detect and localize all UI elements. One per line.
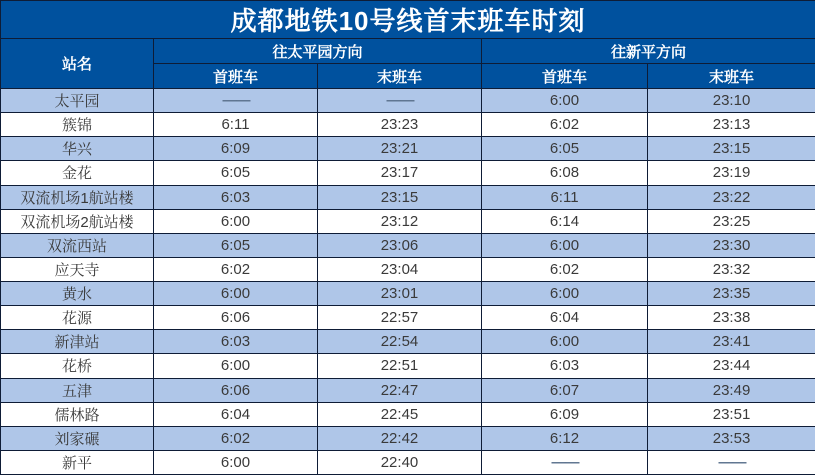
time-cell: 6:00 — [482, 330, 648, 354]
time-cell: 6:05 — [154, 161, 318, 185]
time-cell: 6:05 — [482, 137, 648, 161]
table-row — [1, 209, 815, 233]
time-cell: 6:02 — [154, 257, 318, 281]
time-cell: —— — [648, 450, 815, 474]
table-row — [1, 161, 815, 185]
time-cell: 23:15 — [648, 137, 815, 161]
time-cell: 23:21 — [318, 137, 482, 161]
timetable-header — [1, 1, 815, 89]
time-cell: 6:07 — [482, 378, 648, 402]
time-cell: 6:00 — [154, 354, 318, 378]
time-cell: 23:49 — [648, 378, 815, 402]
time-cell: 22:40 — [318, 450, 482, 474]
station-cell: 新平 — [1, 450, 154, 474]
time-cell: 23:06 — [318, 233, 482, 257]
title-row — [1, 1, 815, 39]
station-cell: 刘家碾 — [1, 426, 154, 450]
time-cell: 22:47 — [318, 378, 482, 402]
time-cell: 23:01 — [318, 282, 482, 306]
time-cell: —— — [154, 89, 318, 113]
station-cell: 簇锦 — [1, 113, 154, 137]
time-cell: 22:51 — [318, 354, 482, 378]
time-cell: 6:00 — [154, 209, 318, 233]
time-cell: 6:03 — [154, 185, 318, 209]
time-cell: 6:00 — [154, 450, 318, 474]
column-header-last-train-xinping: 末班车 — [648, 64, 815, 89]
time-cell: 23:19 — [648, 161, 815, 185]
table-row — [1, 354, 815, 378]
time-cell: 6:02 — [482, 113, 648, 137]
time-cell: 23:15 — [318, 185, 482, 209]
time-cell: 6:05 — [154, 233, 318, 257]
time-cell: 22:45 — [318, 402, 482, 426]
table-row — [1, 306, 815, 330]
time-cell: 6:00 — [482, 282, 648, 306]
table-row — [1, 426, 815, 450]
direction-header-row — [1, 39, 815, 64]
time-cell: 23:17 — [318, 161, 482, 185]
station-cell: 五津 — [1, 378, 154, 402]
station-cell: 金花 — [1, 161, 154, 185]
time-cell: 6:04 — [154, 402, 318, 426]
table-row — [1, 89, 815, 113]
time-cell: 6:00 — [154, 282, 318, 306]
time-cell: 6:02 — [482, 257, 648, 281]
time-cell: —— — [318, 89, 482, 113]
station-cell: 儒林路 — [1, 402, 154, 426]
time-cell: 23:35 — [648, 282, 815, 306]
time-cell: 23:12 — [318, 209, 482, 233]
station-cell: 应天寺 — [1, 257, 154, 281]
column-header-direction-taipingyuan: 往太平园方向 — [154, 39, 482, 64]
time-cell: 6:00 — [482, 89, 648, 113]
table-row — [1, 282, 815, 306]
time-cell: 6:00 — [482, 233, 648, 257]
time-cell: 6:03 — [154, 330, 318, 354]
time-cell: 22:57 — [318, 306, 482, 330]
time-cell: 6:06 — [154, 306, 318, 330]
column-header-station: 站名 — [1, 39, 154, 89]
time-cell: 23:41 — [648, 330, 815, 354]
time-cell: 23:04 — [318, 257, 482, 281]
time-cell: 22:42 — [318, 426, 482, 450]
table-row — [1, 330, 815, 354]
table-row — [1, 402, 815, 426]
table-row — [1, 378, 815, 402]
time-cell: 23:53 — [648, 426, 815, 450]
time-cell: 6:09 — [482, 402, 648, 426]
time-cell: —— — [482, 450, 648, 474]
table-row — [1, 185, 815, 209]
time-cell: 22:54 — [318, 330, 482, 354]
time-cell: 23:23 — [318, 113, 482, 137]
time-cell: 6:11 — [482, 185, 648, 209]
station-cell: 花源 — [1, 306, 154, 330]
page-title: 成都地铁10号线首末班车时刻 — [1, 1, 815, 39]
time-cell: 6:09 — [154, 137, 318, 161]
time-cell: 23:25 — [648, 209, 815, 233]
station-cell: 双流西站 — [1, 233, 154, 257]
station-cell: 新津站 — [1, 330, 154, 354]
time-cell: 23:10 — [648, 89, 815, 113]
time-cell: 6:03 — [482, 354, 648, 378]
column-header-last-train-taipingyuan: 末班车 — [318, 64, 482, 89]
time-cell: 23:32 — [648, 257, 815, 281]
station-cell: 华兴 — [1, 137, 154, 161]
table-row — [1, 233, 815, 257]
time-cell: 6:14 — [482, 209, 648, 233]
table-row — [1, 257, 815, 281]
station-cell: 花桥 — [1, 354, 154, 378]
table-row — [1, 113, 815, 137]
time-cell: 23:44 — [648, 354, 815, 378]
time-cell: 6:11 — [154, 113, 318, 137]
time-cell: 23:51 — [648, 402, 815, 426]
time-cell: 23:38 — [648, 306, 815, 330]
time-cell: 23:22 — [648, 185, 815, 209]
time-cell: 6:06 — [154, 378, 318, 402]
time-cell: 6:08 — [482, 161, 648, 185]
table-row — [1, 137, 815, 161]
column-header-first-train-taipingyuan: 首班车 — [154, 64, 318, 89]
station-cell: 太平园 — [1, 89, 154, 113]
time-cell: 6:04 — [482, 306, 648, 330]
column-header-direction-xinping: 往新平方向 — [482, 39, 815, 64]
station-cell: 黄水 — [1, 282, 154, 306]
time-cell: 6:12 — [482, 426, 648, 450]
timetable-body — [1, 89, 815, 475]
station-cell: 双流机场2航站楼 — [1, 209, 154, 233]
station-cell: 双流机场1航站楼 — [1, 185, 154, 209]
time-cell: 23:30 — [648, 233, 815, 257]
column-header-first-train-xinping: 首班车 — [482, 64, 648, 89]
time-cell: 6:02 — [154, 426, 318, 450]
table-row — [1, 450, 815, 474]
time-cell: 23:13 — [648, 113, 815, 137]
